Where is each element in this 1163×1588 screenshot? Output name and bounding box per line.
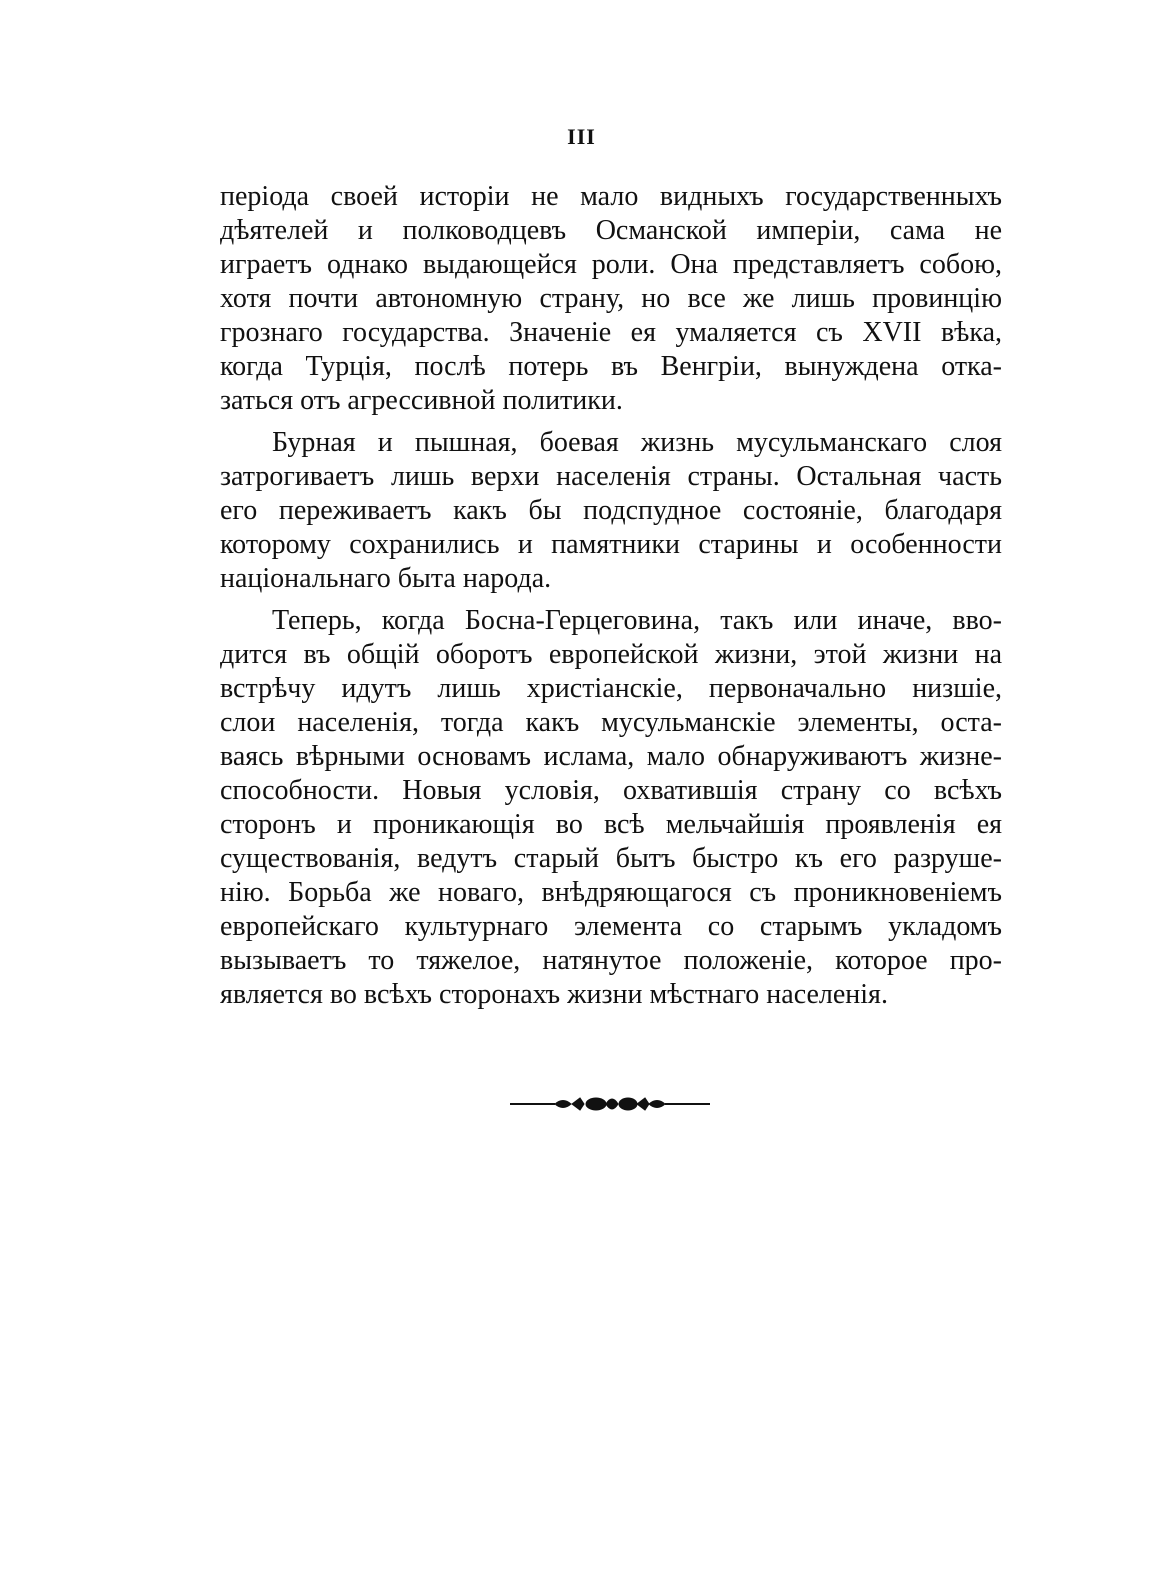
- paragraph-line: періода своей исторіи не мало видныхъ государственныхъ: [220, 181, 1002, 212]
- paragraph-1: [220, 180, 1002, 418]
- paragraph-line: заться отъ агрессивной политики.: [220, 385, 623, 416]
- paragraph-2: [220, 426, 1002, 596]
- body-text: [220, 180, 1002, 1020]
- paragraph-line: играетъ однако выдающейся роли. Она представляетъ собою,: [220, 249, 1002, 280]
- paragraph-line: европейскаго культурнаго элемента со старымъ укладомъ: [220, 911, 1002, 942]
- paragraph-line: когда Турція, послѣ потерь въ Венгріи, вынуждена отка-: [220, 351, 1002, 382]
- paragraph-3: [220, 604, 1002, 1012]
- paragraph-line: дѣятелей и полководцевъ Османской имперіи, сама не: [220, 215, 1002, 246]
- paragraph-line: хотя почти автономную страну, но все же лишь провинцію: [220, 283, 1002, 314]
- paragraph-line: способности. Новыя условія, охватившія страну со всѣхъ: [220, 775, 1002, 806]
- paragraph-line: которому сохранились и памятники старины и особенности: [220, 529, 1002, 560]
- paragraph-line: слои населенія, тогда какъ мусульманскіе элементы, оста-: [220, 707, 1002, 738]
- page-number: III: [567, 124, 596, 149]
- paragraph-line: встрѣчу идутъ лишь христіанскіе, первоначально низшіе,: [220, 673, 1002, 704]
- paragraph-line: Теперь, когда Босна-Герцеговина, такъ или иначе, вво-: [272, 605, 1002, 636]
- paragraph-line: Бурная и пышная, боевая жизнь мусульманскаго слоя: [272, 427, 1002, 458]
- paragraph-line: сторонъ и проникающія во всѣ мельчайшія проявленія ея: [220, 809, 1002, 840]
- paragraph-line: нію. Борьба же новаго, внѣдряющагося съ проникновеніемъ: [220, 877, 1002, 908]
- paragraph-line: національнаго быта народа.: [220, 563, 552, 594]
- paragraph-line: дится въ общій оборотъ европейской жизни, этой жизни на: [220, 639, 1002, 670]
- paragraph-line: затрогиваетъ лишь верхи населенія страны. Остальная часть: [220, 461, 1002, 492]
- paragraph-line: вызываетъ то тяжелое, натянутое положеніе, которое про-: [220, 945, 1002, 976]
- paragraph-line: грознаго государства. Значеніе ея умаляется съ XVII вѣка,: [220, 317, 1002, 348]
- paragraph-line: ваясь вѣрными основамъ ислама, мало обнаруживаютъ жизне-: [220, 741, 1002, 772]
- paragraph-line: является во всѣхъ сторонахъ жизни мѣстнаго населенія.: [220, 979, 888, 1010]
- decorative-flourish-icon: [510, 1090, 710, 1118]
- paragraph-line: существованія, ведутъ старый бытъ быстро къ его разруше-: [220, 843, 1002, 874]
- paragraph-line: его переживаетъ какъ бы подспудное состояніе, благодаря: [220, 495, 1002, 526]
